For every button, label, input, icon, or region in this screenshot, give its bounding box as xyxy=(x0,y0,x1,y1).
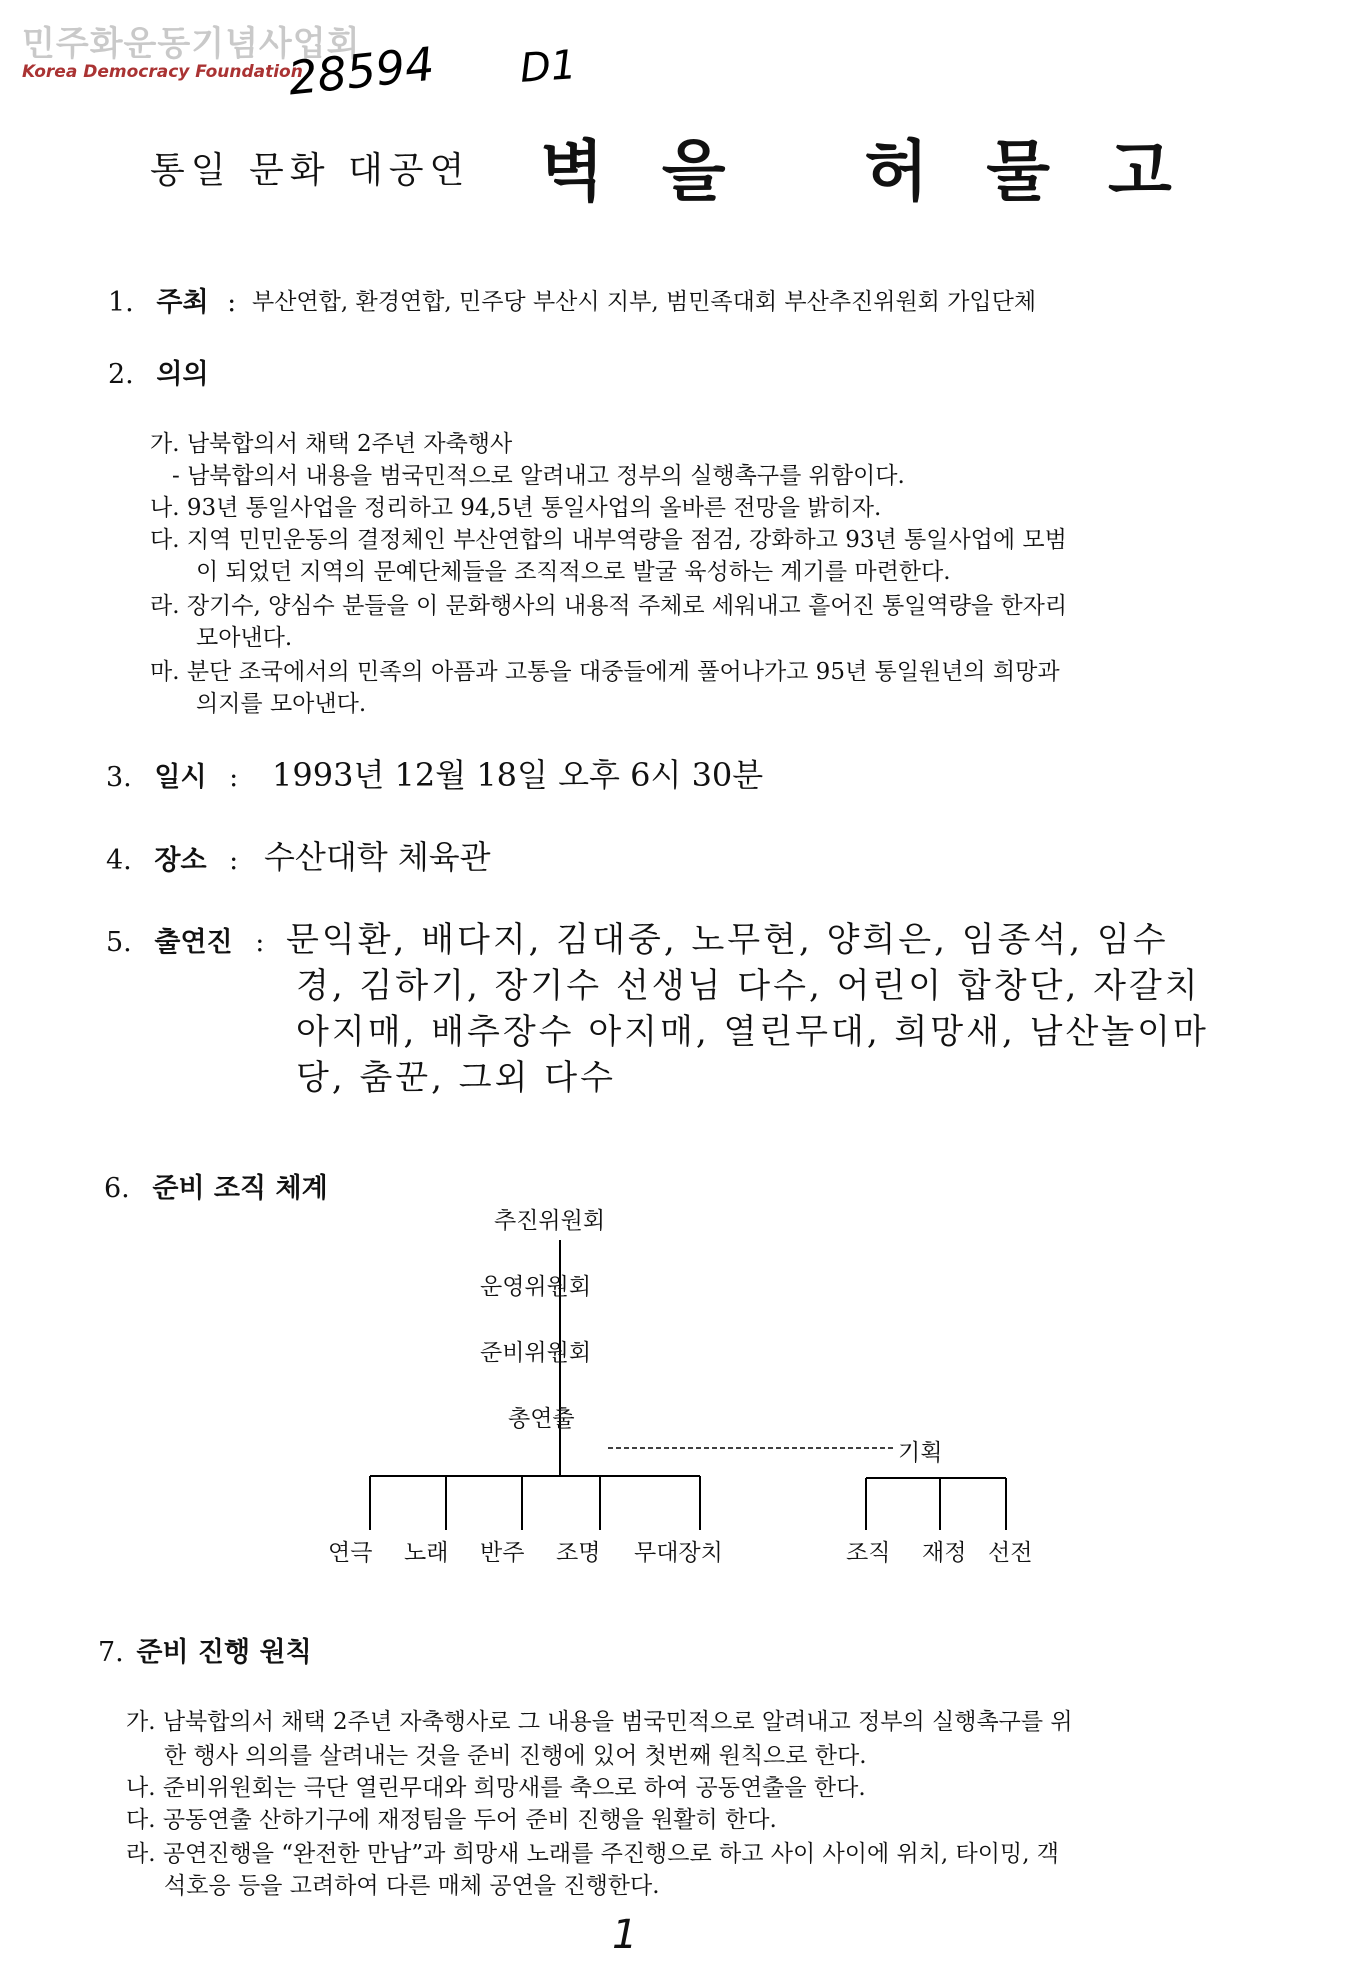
section-4-venue: 수산대학 체육관 xyxy=(264,838,491,876)
org-level-preparatory-committee: 준비위원회 xyxy=(480,1340,592,1366)
org-level-promotion-committee: 추진위원회 xyxy=(494,1208,606,1234)
separator: : xyxy=(229,762,239,793)
section-number: 5. xyxy=(106,927,132,958)
page-number: 1 xyxy=(612,1912,638,1958)
separator: : xyxy=(229,845,239,876)
s2-line-9: 의지를 모아낸다. xyxy=(196,691,367,717)
s7-line-3: 나. 준비위원회는 극단 열린무대와 희망새를 축으로 하여 공동연출을 한다. xyxy=(126,1775,866,1801)
handwritten-number: 28594 xyxy=(285,36,437,106)
section-number: 7. xyxy=(98,1637,124,1668)
section-label: 준비 조직 체계 xyxy=(152,1173,328,1204)
section-number: 6. xyxy=(104,1173,130,1204)
section-3-datetime: 1993년 12월 18일 오후 6시 30분 xyxy=(272,756,764,794)
separator: : xyxy=(227,287,237,318)
s7-line-6: 석호응 등을 고려하여 다른 매체 공연을 진행한다. xyxy=(164,1873,660,1899)
org-branch-organization: 조직 xyxy=(846,1540,891,1566)
s7-line-1: 가. 남북합의서 채택 2주년 자축행사로 그 내용을 범국민적으로 알려내고 정부의 실행촉구를 위 xyxy=(126,1709,1073,1735)
s7-line-4: 다. 공동연출 산하기구에 재정팀을 두어 준비 진행을 원활히 한다. xyxy=(126,1807,777,1833)
s2-line-5: 이 되었던 지역의 문예단체들을 조직적으로 발굴 육성하는 계기를 마련한다. xyxy=(196,559,951,585)
section-number: 2. xyxy=(108,359,134,390)
s2-line-8: 마. 분단 조국에서의 민족의 아픔과 고통을 대중들에게 풀어나가고 95년 통일원년의 희망과 xyxy=(150,659,1060,685)
s7-line-2: 한 행사 의의를 살려내는 것을 준비 진행에 있어 첫번째 원칙으로 한다. xyxy=(164,1743,867,1769)
performers-line-4: 당, 춤꾼, 그외 다수 xyxy=(296,1058,616,1098)
document-title: 벽을 허물고 xyxy=(540,133,1230,210)
org-level-general-director: 총연출 xyxy=(508,1406,575,1432)
section-7-heading xyxy=(98,1630,312,1669)
org-branch-accompaniment: 반주 xyxy=(480,1540,525,1566)
section-label: 의의 xyxy=(156,359,209,390)
s2-line-7: 모아낸다. xyxy=(196,625,293,651)
s2-line-3: 나. 93년 통일사업을 정리하고 94,5년 통일사업의 올바른 전망을 밝히자. xyxy=(150,495,882,521)
org-planning: 기획 xyxy=(898,1440,943,1466)
section-label: 주최 xyxy=(156,287,209,318)
s2-line-1: 가. 남북합의서 채택 2주년 자축행사 xyxy=(150,431,513,457)
org-branch-lighting: 조명 xyxy=(556,1540,601,1566)
org-branch-drama: 연극 xyxy=(328,1540,373,1566)
section-number: 1. xyxy=(108,287,134,318)
section-1-text: 부산연합, 환경연합, 민주당 부산시 지부, 범민족대회 부산추진위원회 가입단체 xyxy=(252,289,1037,315)
section-label: 출연진 xyxy=(154,927,233,958)
org-branch-stage-equipment: 무대장치 xyxy=(634,1540,723,1566)
section-number: 3. xyxy=(106,762,132,793)
org-level-steering-committee: 운영위원회 xyxy=(480,1274,592,1300)
s2-line-6: 라. 장기수, 양심수 분들을 이 문화행사의 내용적 주체로 세워내고 흩어진 통일역량을 한자리 xyxy=(150,593,1068,619)
watermark-english: Korea Democracy Foundation xyxy=(22,62,303,82)
s2-line-4: 다. 지역 민민운동의 결정체인 부산연합의 내부역량을 점검, 강화하고 93년 통일사업에 모범 xyxy=(150,527,1067,553)
section-label: 준비 진행 원칙 xyxy=(136,1637,312,1668)
performers-line-1: 문익환, 배다지, 김대중, 노무현, 양희은, 임종석, 임수 xyxy=(286,920,1169,960)
document-subtitle: 통일 문화 대공연 xyxy=(150,150,471,191)
section-number: 4. xyxy=(106,845,132,876)
org-branch-publicity: 선전 xyxy=(988,1540,1033,1566)
separator: : xyxy=(255,927,265,958)
s7-line-5: 라. 공연진행을 “완전한 만남”과 희망새 노래를 주진행으로 하고 사이 사이에 위치, 타이밍, 객 xyxy=(126,1841,1060,1867)
section-label: 일시 xyxy=(154,762,207,793)
watermark-korean: 민주화운동기념사업회 xyxy=(22,24,361,64)
performers-line-3: 아지매, 배추장수 아지매, 열린무대, 희망새, 남산놀이마 xyxy=(296,1012,1209,1052)
s2-line-2: - 남북합의서 내용을 범국민적으로 알려내고 정부의 실행촉구를 위함이다. xyxy=(172,463,905,489)
handwritten-mark: D1 xyxy=(518,42,578,92)
performers-line-2: 경, 김하기, 장기수 선생님 다수, 어린이 합창단, 자갈치 xyxy=(296,966,1201,1006)
org-branch-finance: 재정 xyxy=(922,1540,967,1566)
section-label: 장소 xyxy=(154,845,207,876)
org-branch-song: 노래 xyxy=(404,1540,449,1566)
